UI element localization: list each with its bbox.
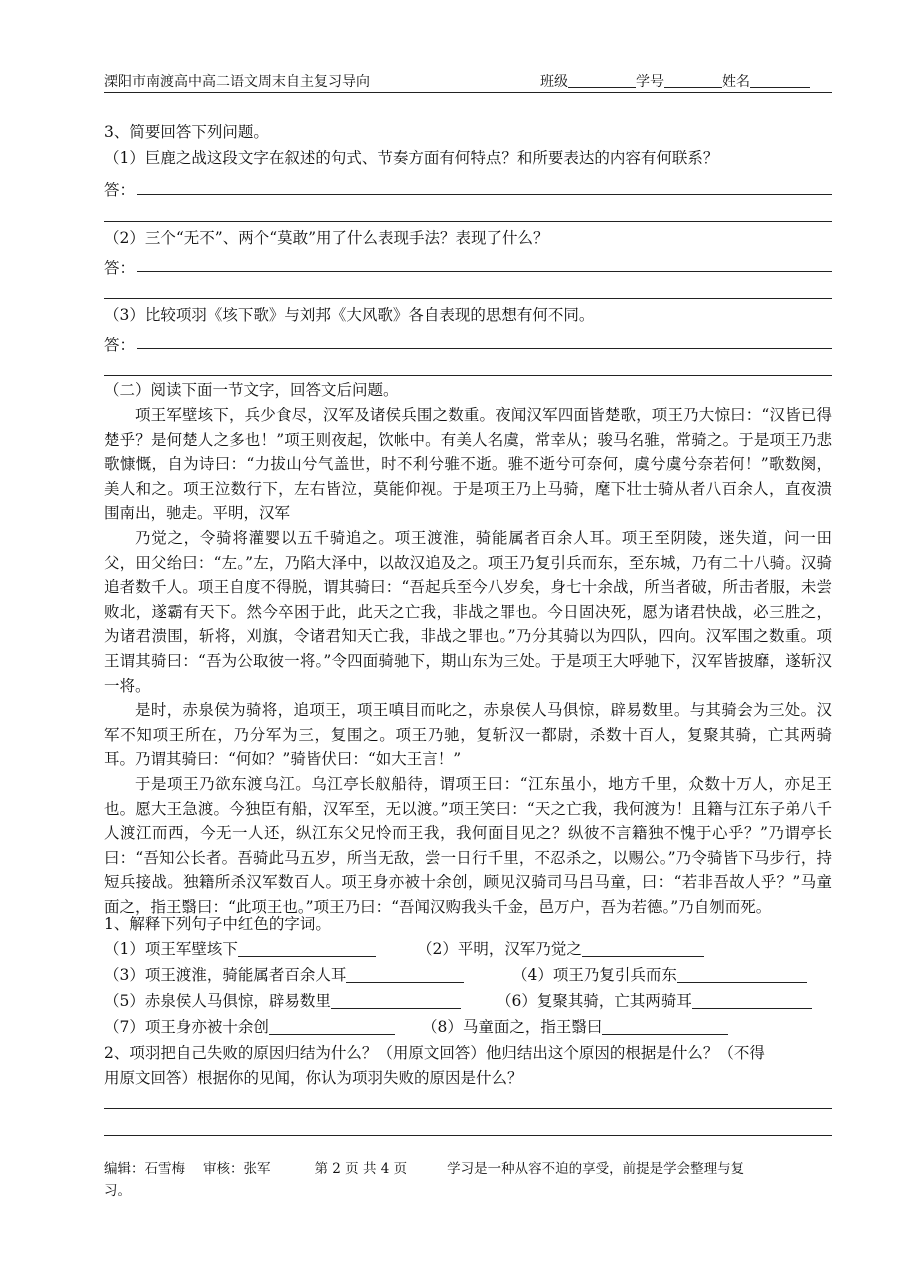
school-title: 溧阳市南渡高中高二语文周末自主复习导向 bbox=[104, 74, 370, 90]
name-label: 姓名 bbox=[722, 74, 750, 90]
q1-item-1: （1）项王军壁垓下 bbox=[104, 937, 376, 959]
q3-1-answer-line-2[interactable] bbox=[104, 221, 832, 222]
page-header bbox=[104, 68, 832, 93]
part2-title: （二）阅读下面一节文字，回答文后问题。 bbox=[104, 381, 399, 399]
q3-3-answer-line-2[interactable] bbox=[104, 375, 832, 376]
passage-paragraph-2: 乃觉之，令骑将灌婴以五千骑追之。项王渡淮，骑能属者百余人耳。项王至阴陵，迷失道，问一田父，田父绐曰：“左。”左，乃陷大泽中，以故汉追及之。项王乃复引兵而东，至东城，乃有二十八骑。汉骑追者数千人。项王自度不得脱，谓其骑曰：“吾起兵至今八岁矣，身七十余战，所当者破，所击者服，未尝败北，遂霸有天下。然今卒困于此，此天之亡我，非战之罪也。今日固决死，愿为诸君快战，必三胜之，为诸君溃围，斩将，刈旗，令诸君知天亡我，非战之罪也。”乃分其骑以为四队，四向。汉军围之数重。项王谓其骑曰：“吾为公取彼一将。”令四面骑驰下，期山东为三处。于是项王大呼驰下，汉军皆披靡，遂斩汉一将。 bbox=[104, 528, 832, 695]
q1-item-5: （5）赤泉侯人马俱惊，辟易数里 bbox=[104, 989, 461, 1011]
class-label: 班级 bbox=[540, 74, 568, 90]
name-blank[interactable] bbox=[750, 73, 810, 88]
q2-prompt-line-1: 2、项羽把自己失败的原因归结为什么？（用原文回答）他归结出这个原因的根据是什么？（不得 bbox=[104, 1044, 765, 1062]
footer-page-number: 第 2 页 共 4 页 bbox=[314, 1161, 408, 1177]
q2-prompt-line-2: 用原文回答）根据你的见闻，你认为项羽失败的原因是什么？ bbox=[104, 1069, 523, 1087]
student-id-blank[interactable] bbox=[664, 73, 722, 88]
footer-editor: 编辑：石雪梅 bbox=[104, 1161, 185, 1177]
class-blank[interactable] bbox=[568, 73, 636, 88]
q1-item-4-blank[interactable] bbox=[677, 966, 807, 983]
footer-motto-continued: 习。 bbox=[104, 1183, 131, 1199]
footer-motto: 学习是一种从容不迫的享受，前提是学会整理与复 bbox=[447, 1161, 745, 1177]
passage-paragraph-3: 是时，赤泉侯为骑将，追项王，项王嗔目而叱之，赤泉侯人马俱惊，辟易数里。与其骑会为三处。汉军不知项王所在，乃分军为三，复围之。项王乃驰，复斩汉一都尉，杀数十百人，复聚其骑，亡其两骑耳。乃谓其骑曰：“何如？”骑皆伏曰：“如大王言！” bbox=[104, 701, 832, 769]
q3-2-prompt: （2）三个“无不”、两个“莫敢”用了什么表现手法？表现了什么？ bbox=[104, 229, 549, 247]
passage-paragraph-1: 项王军壁垓下，兵少食尽，汉军及诸侯兵围之数重。夜闻汉军四面皆楚歌，项王乃大惊曰：“汉皆已得楚乎？是何楚人之多也！”项王则夜起，饮帐中。有美人名虞，常幸从；骏马名骓，常骑之。于是项王乃悲歌慷慨，自为诗曰：“力拔山兮气盖世，时不利兮骓不逝。骓不逝兮可奈何，虞兮虞兮奈若何！”歌数阕，美人和之。项王泣数行下，左右皆泣，莫能仰视。于是项王乃上马骑，麾下壮士骑从者八百余人，直夜溃围南出，驰走。平明，汉军 bbox=[104, 406, 832, 523]
student-info-fields bbox=[540, 71, 810, 91]
q1-item-7: （7）项王身亦被十余创 bbox=[104, 1015, 395, 1037]
q3-title: 3、简要回答下列问题。 bbox=[104, 123, 269, 141]
q3-2-answer-line-2[interactable] bbox=[104, 298, 832, 299]
q1-item-7-blank[interactable] bbox=[269, 1018, 395, 1035]
footer-reviewer: 审核：张军 bbox=[203, 1161, 271, 1177]
q2-answer-line-2[interactable] bbox=[104, 1135, 832, 1136]
q1-item-5-blank[interactable] bbox=[331, 992, 461, 1009]
q3-3-answer-line[interactable] bbox=[137, 348, 832, 349]
passage-paragraph-4: 于是项王乃欲东渡乌江。乌江亭长舣船待，谓项王曰：“江东虽小，地方千里，众数十万人，亦足王也。愿大王急渡。今独臣有船，汉军至，无以渡。”项王笑曰：“天之亡我，我何渡为！且籍与江东子弟八千人渡江而西，今无一人还，纵江东父兄怜而王我，我何面目见之？纵彼不言籍独不愧于心乎？”乃谓亭长曰：“吾知公长者。吾骑此马五岁，所当无敌，尝一日行千里，不忍杀之，以赐公。”乃令骑皆下马步行，持短兵接战。独籍所杀汉军数百人。项王身亦被十余创，顾见汉骑司马吕马童，曰：“若非吾故人乎？”马童面之，指王翳曰：“此项王也。”项王乃曰：“吾闻汉购我头千金，邑万户，吾为若德。”乃自刎而死。 bbox=[104, 774, 832, 916]
reading-passage bbox=[104, 403, 832, 919]
q3-1-prompt: （1）巨鹿之战这段文字在叙述的句式、节奏方面有何特点？和所要表达的内容有何联系？ bbox=[104, 149, 719, 167]
q1-item-3-blank[interactable] bbox=[346, 966, 464, 983]
q3-1-answer-line[interactable] bbox=[137, 194, 832, 195]
q1-item-3: （3）项王渡淮，骑能属者百余人耳 bbox=[104, 963, 464, 985]
q1-item-6: （6）复聚其骑，亡其两骑耳 bbox=[496, 989, 812, 1011]
q1-title: 1、解释下列句子中红色的字词。 bbox=[104, 915, 331, 933]
q1-item-8-blank[interactable] bbox=[602, 1018, 728, 1035]
q3-2-answer-line[interactable] bbox=[137, 271, 832, 272]
q1-item-2-blank[interactable] bbox=[582, 940, 704, 957]
page-footer bbox=[104, 1158, 832, 1202]
q3-3-answer-label: 答： bbox=[104, 336, 136, 354]
q1-item-6-blank[interactable] bbox=[692, 992, 812, 1009]
q3-3-prompt: （3）比较项羽《垓下歌》与刘邦《大风歌》各自表现的思想有何不同。 bbox=[104, 306, 595, 324]
q2-answer-line-1[interactable] bbox=[104, 1108, 832, 1109]
q1-item-2: （2）平明，汉军乃觉之 bbox=[417, 937, 704, 959]
q3-2-answer-label: 答： bbox=[104, 259, 136, 277]
q3-1-answer-label: 答： bbox=[104, 181, 136, 199]
student-id-label: 学号 bbox=[636, 74, 664, 90]
q1-item-4: （4）项王乃复引兵而东 bbox=[512, 963, 807, 985]
q1-item-8: （8）马童面之，指王翳曰 bbox=[422, 1015, 728, 1037]
q1-item-1-blank[interactable] bbox=[238, 940, 376, 957]
